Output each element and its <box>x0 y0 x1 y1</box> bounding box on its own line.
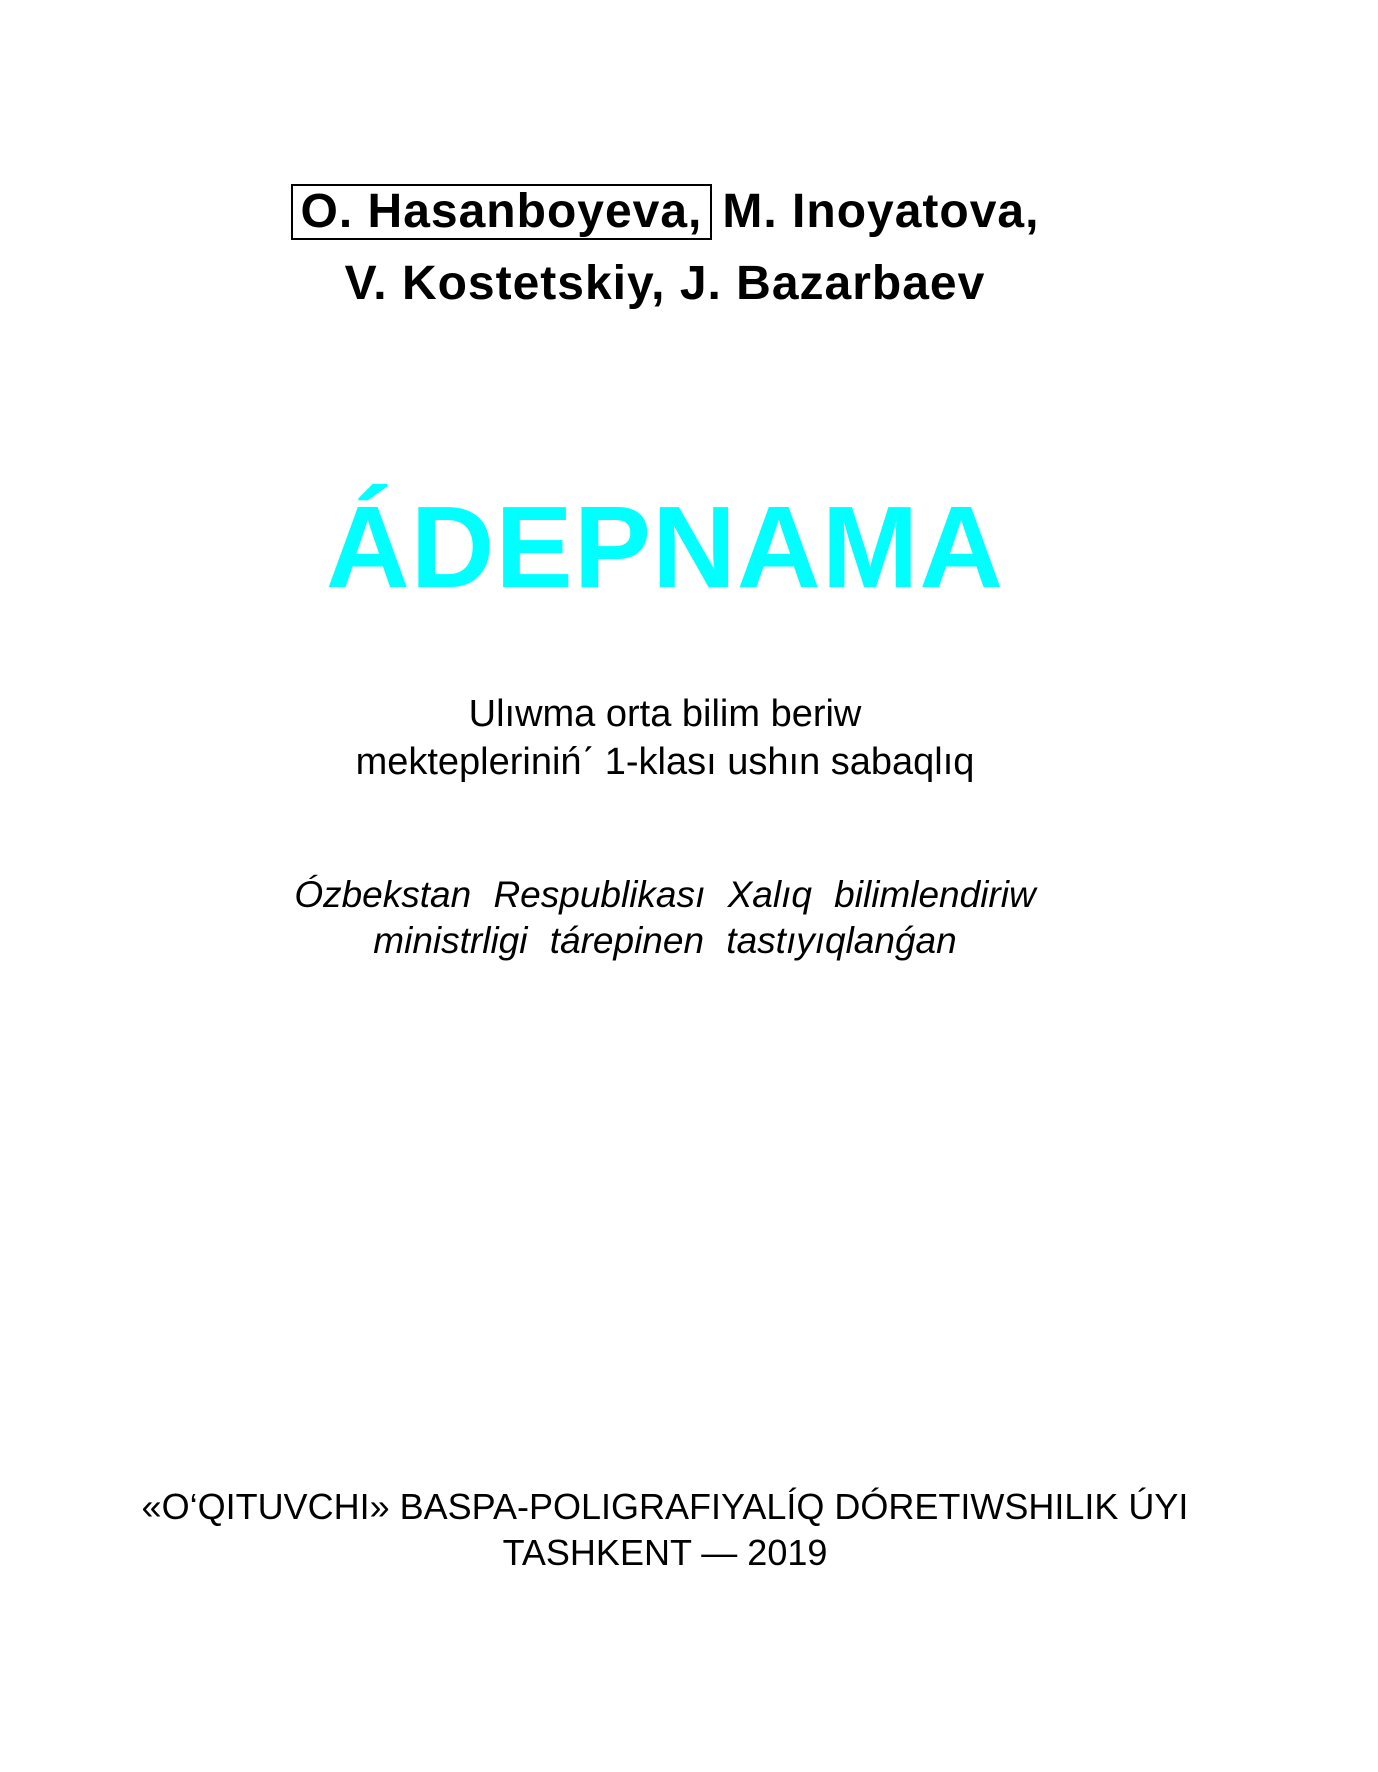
approval-line-2: ministrligi tárepinen tastıyıqlanǵan <box>373 920 957 961</box>
boxed-author-name: O. Hasanboyeva, <box>291 184 713 240</box>
book-subtitle <box>0 690 1330 786</box>
subtitle-line-2: mekteplerinińˊ 1-klası ushın sabaqlıq <box>355 741 975 783</box>
author-name: M. Inoyatova, <box>722 185 1040 238</box>
authors-line-2: V. Kostetskiy, J. Bazarbaev <box>344 257 986 310</box>
approval-line-1: Ózbekstan Respublikası Xalıq bilimlendiriw <box>294 874 1036 915</box>
book-title: ÁDEPNAMA <box>325 482 1005 612</box>
subtitle-line-1: Ulıwma orta bilim beriw <box>468 693 862 735</box>
publisher-block <box>0 1484 1330 1576</box>
publisher-name: «O‘QITUVCHI» BASPA-POLIGRAFIYALÍQ DÓRETIWSHILIK ÚYI <box>141 1486 1189 1527</box>
approval-note <box>0 872 1330 964</box>
publisher-place-year: TASHKENT — 2019 <box>502 1532 828 1573</box>
authors-block <box>0 176 1330 320</box>
authors-line-1 <box>0 176 1330 248</box>
